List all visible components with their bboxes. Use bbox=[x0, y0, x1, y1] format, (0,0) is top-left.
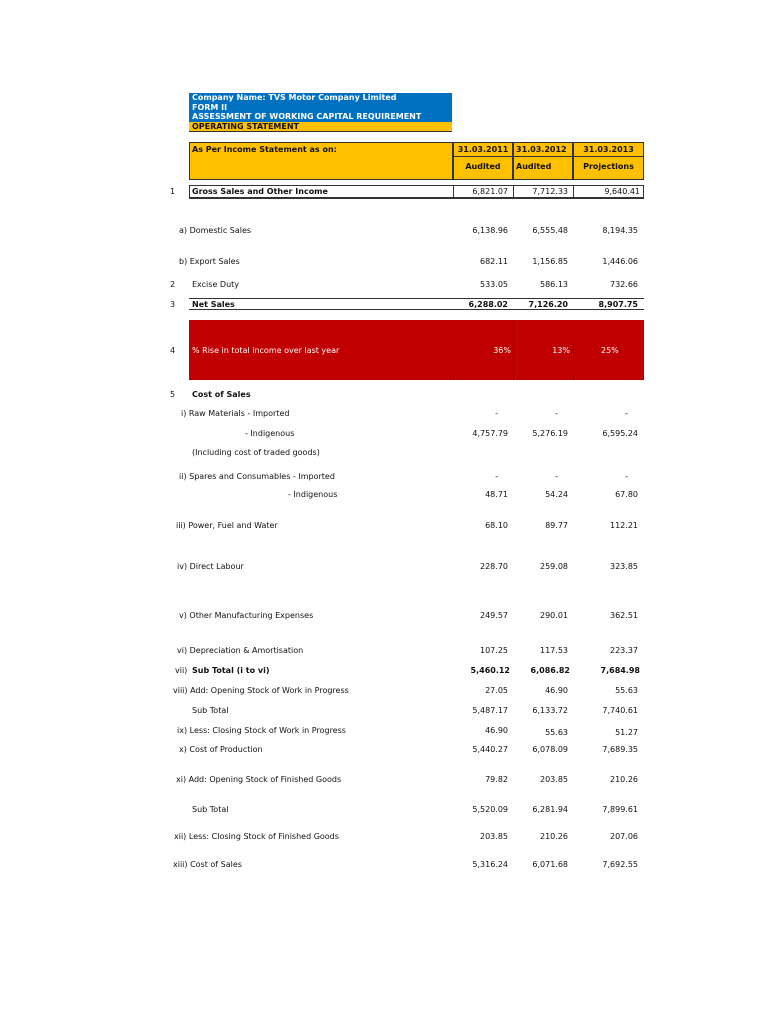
raw-materials-indigenous-label: - Indigenous bbox=[245, 429, 295, 438]
row-number: 2 bbox=[170, 280, 176, 289]
export-2013: 1,446.06 bbox=[602, 257, 638, 266]
subtotal2-2011: 5,487.17 bbox=[472, 706, 508, 715]
subtotal2-2012: 6,133.72 bbox=[532, 706, 568, 715]
cost-prod-2012: 6,078.09 bbox=[532, 745, 568, 754]
other-mfg-2011: 249.57 bbox=[480, 611, 508, 620]
close-wip-2013: 51.27 bbox=[615, 728, 638, 737]
income-rise-label: % Rise in total income over last year bbox=[192, 346, 340, 355]
close-fg-2012: 210.26 bbox=[540, 832, 568, 841]
direct-labour-label: iv) Direct Labour bbox=[177, 562, 244, 571]
raw-ind-2013: 6,595.24 bbox=[602, 429, 638, 438]
cost-of-production-label: x) Cost of Production bbox=[179, 745, 263, 754]
net-sales-bottom-rule bbox=[189, 309, 644, 310]
type-2012: Audited bbox=[514, 156, 572, 171]
cost-of-sales-label: xiii) Cost of Sales bbox=[173, 860, 242, 869]
subtotal3-2011: 5,520.09 bbox=[472, 805, 508, 814]
gross-sales-row bbox=[189, 185, 644, 199]
net-2013: 8,907.75 bbox=[598, 300, 638, 309]
row-number: 1 bbox=[170, 187, 176, 196]
cost-sales-2011: 5,316.24 bbox=[472, 860, 508, 869]
form-header bbox=[189, 93, 452, 134]
excise-2013: 732.66 bbox=[610, 280, 638, 289]
net-2012: 7,126.20 bbox=[528, 300, 568, 309]
export-2011: 682.11 bbox=[480, 257, 508, 266]
open-fg-2013: 210.26 bbox=[610, 775, 638, 784]
gross-2011: 6,821.07 bbox=[472, 187, 508, 196]
close-fg-2011: 203.85 bbox=[480, 832, 508, 841]
raw-imp-2011: - bbox=[495, 409, 498, 418]
company-name: Company Name: TVS Motor Company Limited bbox=[189, 93, 452, 103]
closing-wip-label: ix) Less: Closing Stock of Work in Progress bbox=[177, 726, 346, 735]
labour-2013: 323.85 bbox=[610, 562, 638, 571]
labour-2012: 259.08 bbox=[540, 562, 568, 571]
subtotal2-2013: 7,740.61 bbox=[602, 706, 638, 715]
subtotal-label: Sub Total bbox=[192, 706, 229, 715]
excise-duty-label: Excise Duty bbox=[192, 280, 240, 289]
gross-sales-label: Gross Sales and Other Income bbox=[192, 187, 328, 196]
depr-2011: 107.25 bbox=[480, 646, 508, 655]
row-number: 4 bbox=[170, 346, 176, 355]
open-fg-2011: 79.82 bbox=[485, 775, 508, 784]
depr-2012: 117.53 bbox=[540, 646, 568, 655]
subtotal1-2011: 5,460.12 bbox=[470, 666, 510, 675]
spares-ind-2011: 48.71 bbox=[485, 490, 508, 499]
excise-2012: 586.13 bbox=[540, 280, 568, 289]
net-sales-label: Net Sales bbox=[192, 300, 235, 309]
open-wip-2012: 46.90 bbox=[545, 686, 568, 695]
close-wip-2012: 55.63 bbox=[545, 728, 568, 737]
opening-finished-goods-label: xi) Add: Opening Stock of Finished Goods bbox=[176, 775, 342, 784]
subtotal-numeral: vii) bbox=[175, 666, 188, 675]
date-2013: 31.03.2013 bbox=[583, 145, 634, 154]
spares-ind-2013: 67.80 bbox=[615, 490, 638, 499]
cost-prod-2011: 5,440.27 bbox=[472, 745, 508, 754]
power-2011: 68.10 bbox=[485, 521, 508, 530]
gross-2012: 7,712.33 bbox=[532, 187, 568, 196]
export-2012: 1,156.85 bbox=[532, 257, 568, 266]
raw-imp-2013: - bbox=[625, 409, 628, 418]
net-2011: 6,288.02 bbox=[468, 300, 508, 309]
close-wip-2011: 46.90 bbox=[485, 726, 508, 735]
other-mfg-label: v) Other Manufacturing Expenses bbox=[179, 611, 314, 620]
subtotal-i-to-vi-label: Sub Total (i to vi) bbox=[192, 666, 270, 675]
subtotal-label: Sub Total bbox=[192, 805, 229, 814]
rise-2012: 13% bbox=[552, 346, 570, 355]
open-wip-2013: 55.63 bbox=[615, 686, 638, 695]
form-number: FORM II bbox=[189, 103, 452, 113]
row-number: 3 bbox=[170, 300, 176, 309]
column-header-2012 bbox=[513, 142, 573, 180]
column-header-label: As Per Income Statement as on: bbox=[192, 145, 337, 154]
depr-2013: 223.37 bbox=[610, 646, 638, 655]
other-mfg-2012: 290.01 bbox=[540, 611, 568, 620]
power-fuel-label: iii) Power, Fuel and Water bbox=[176, 521, 278, 530]
cost-prod-2013: 7,689.35 bbox=[602, 745, 638, 754]
cost-of-sales-heading: Cost of Sales bbox=[192, 390, 251, 399]
excise-2011: 533.05 bbox=[480, 280, 508, 289]
type-2011: Audited bbox=[454, 156, 512, 171]
labour-2011: 228.70 bbox=[480, 562, 508, 571]
subtotal1-2012: 6,086.82 bbox=[530, 666, 570, 675]
opening-wip-label: viii) Add: Opening Stock of Work in Progress bbox=[173, 686, 349, 695]
traded-goods-note: (Including cost of traded goods) bbox=[192, 448, 320, 457]
column-header-2011 bbox=[453, 142, 513, 180]
raw-imp-2012: - bbox=[555, 409, 558, 418]
other-mfg-2013: 362.51 bbox=[610, 611, 638, 620]
raw-ind-2011: 4,757.79 bbox=[472, 429, 508, 438]
domestic-2011: 6,138.96 bbox=[472, 226, 508, 235]
column-header-label-cell bbox=[189, 142, 453, 180]
open-fg-2012: 203.85 bbox=[540, 775, 568, 784]
cost-sales-2013: 7,692.55 bbox=[602, 860, 638, 869]
subtotal3-2013: 7,899.61 bbox=[602, 805, 638, 814]
spares-imp-2012: - bbox=[555, 472, 558, 481]
form-subtitle: OPERATING STATEMENT bbox=[189, 122, 452, 133]
raw-ind-2012: 5,276.19 bbox=[532, 429, 568, 438]
income-rise-block bbox=[189, 320, 644, 380]
power-2012: 89.77 bbox=[545, 521, 568, 530]
gross-sales-cell-divider bbox=[573, 185, 574, 199]
subtotal3-2012: 6,281.94 bbox=[532, 805, 568, 814]
spares-indigenous-label: - Indigenous bbox=[288, 490, 338, 499]
open-wip-2011: 27.05 bbox=[485, 686, 508, 695]
date-2011: 31.03.2011 bbox=[457, 145, 509, 154]
date-2012: 31.03.2012 bbox=[516, 145, 567, 154]
cost-sales-2012: 6,071.68 bbox=[532, 860, 568, 869]
spares-imp-2011: - bbox=[495, 472, 498, 481]
domestic-2012: 6,555.48 bbox=[532, 226, 568, 235]
closing-finished-goods-label: xii) Less: Closing Stock of Finished Goods bbox=[174, 832, 339, 841]
spares-ind-2012: 54.24 bbox=[545, 490, 568, 499]
gross-2013: 9,640.41 bbox=[604, 187, 640, 196]
export-sales-label: b) Export Sales bbox=[179, 257, 240, 266]
depreciation-label: vi) Depreciation & Amortisation bbox=[177, 646, 304, 655]
close-fg-2013: 207.06 bbox=[610, 832, 638, 841]
rise-2011: 36% bbox=[493, 346, 511, 355]
rise-2013: 25% bbox=[601, 346, 619, 355]
power-2013: 112.21 bbox=[610, 521, 638, 530]
domestic-sales-label: a) Domestic Sales bbox=[179, 226, 252, 235]
column-header-2013 bbox=[573, 142, 644, 180]
domestic-2013: 8,194.35 bbox=[602, 226, 638, 235]
type-2013: Projections bbox=[574, 156, 643, 171]
spares-imp-2013: - bbox=[625, 472, 628, 481]
row-number: 5 bbox=[170, 390, 176, 399]
subtotal1-2013: 7,684.98 bbox=[600, 666, 640, 675]
raw-materials-imported-label: i) Raw Materials - Imported bbox=[181, 409, 290, 418]
form-title: ASSESSMENT OF WORKING CAPITAL REQUIREMENT bbox=[189, 112, 452, 122]
net-sales-top-rule bbox=[189, 298, 644, 299]
spares-imported-label: ii) Spares and Consumables - Imported bbox=[179, 472, 335, 481]
income-rise-divider bbox=[573, 320, 574, 380]
